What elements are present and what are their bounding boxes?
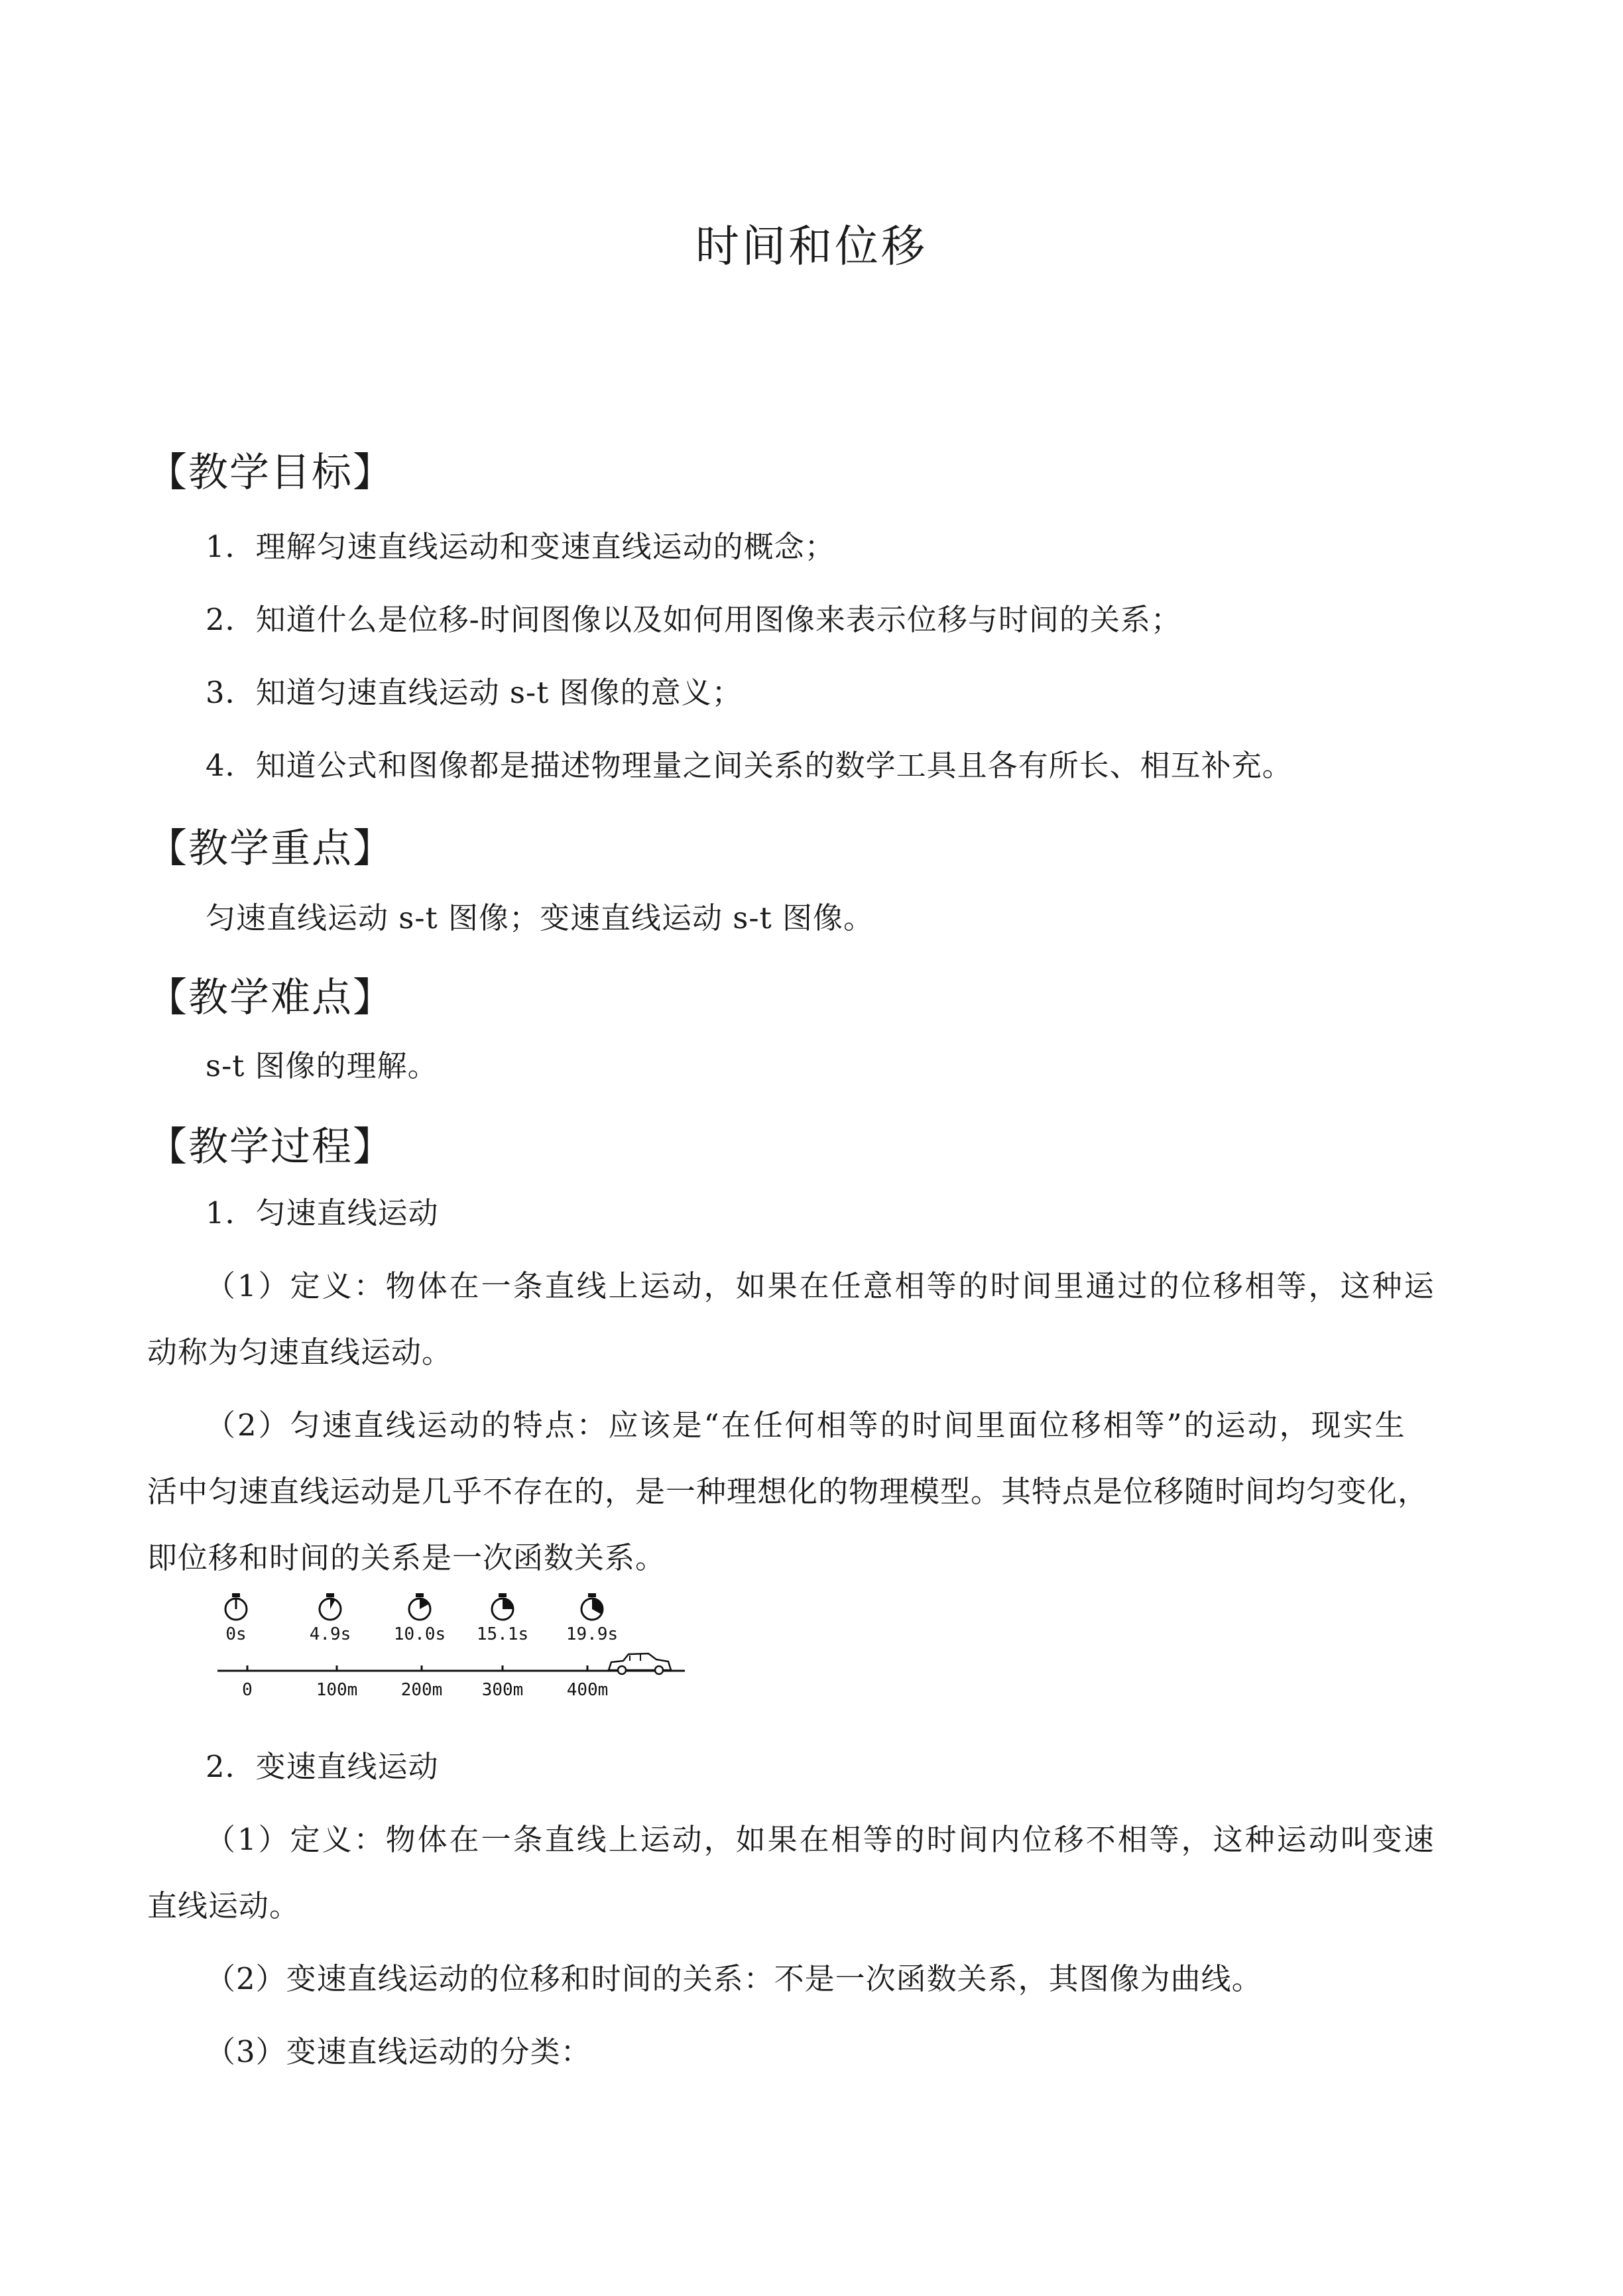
key-points-heading: 【教学重点】 [147, 825, 394, 872]
distance-label: 100m [316, 1680, 358, 1700]
time-label: 15.1s [476, 1624, 529, 1644]
stopwatch-icon [581, 1593, 603, 1620]
time-label: 19.9s [566, 1624, 619, 1644]
variable-relation: （2）变速直线运动的位移和时间的关系：不是一次函数关系，其图像为曲线。 [206, 1961, 1262, 1996]
uniform-definition-line-2: 动称为匀速直线运动。 [147, 1335, 453, 1370]
difficulties-text: s-t 图像的理解。 [206, 1048, 438, 1083]
distance-label: 400m [566, 1680, 609, 1700]
time-label: 0s [225, 1624, 247, 1644]
objective-item-2: 2．知道什么是位移-时间图像以及如何用图像来表示位移与时间的关系； [206, 602, 1181, 637]
page-title: 时间和位移 [695, 221, 928, 272]
distance-label: 300m [481, 1680, 524, 1700]
stopwatch-icon [409, 1593, 430, 1620]
motion-diagram-svg [211, 1588, 688, 1701]
uniform-features-line-2: 活中匀速直线运动是几乎不存在的，是一种理想化的物理模型。其特点是位移随时间均匀变化， [147, 1474, 1429, 1509]
uniform-motion-diagram [211, 1588, 688, 1701]
stopwatch-icon [492, 1593, 513, 1620]
key-points-text: 匀速直线运动 s-t 图像；变速直线运动 s-t 图像。 [206, 900, 874, 936]
variable-definition-line-2: 直线运动。 [147, 1888, 300, 1923]
objective-item-1: 1．理解匀速直线运动和变速直线运动的概念； [206, 529, 835, 564]
objectives-heading: 【教学目标】 [147, 450, 394, 496]
uniform-motion-title: 1．匀速直线运动 [206, 1195, 439, 1231]
objective-item-3: 3．知道匀速直线运动 s-t 图像的意义； [206, 675, 743, 710]
uniform-definition-line-1: （1）定义：物体在一条直线上运动，如果在任意相等的时间里通过的位移相等，这种运 [206, 1268, 1436, 1303]
uniform-features-line-3: 即位移和时间的关系是一次函数关系。 [147, 1540, 666, 1575]
process-heading: 【教学过程】 [147, 1124, 394, 1170]
variable-definition-line-1: （1）定义：物体在一条直线上运动，如果在相等的时间内位移不相等，这种运动叫变速 [206, 1822, 1436, 1857]
time-label: 4.9s [309, 1624, 351, 1644]
variable-classification: （3）变速直线运动的分类： [206, 2034, 591, 2069]
uniform-features-line-1: （2）匀速直线运动的特点：应该是“在任何相等的时间里面位移相等”的运动，现实生 [206, 1408, 1407, 1443]
difficulties-heading: 【教学难点】 [147, 975, 394, 1021]
stopwatch-icon [225, 1593, 247, 1620]
stopwatch-icon [320, 1593, 341, 1620]
distance-label: 0 [242, 1680, 253, 1700]
distance-label: 200m [400, 1680, 443, 1700]
objective-item-4: 4．知道公式和图像都是描述物理量之间关系的数学工具且各有所长、相互补充。 [206, 748, 1293, 783]
variable-motion-title: 2．变速直线运动 [206, 1749, 439, 1784]
time-label: 10.0s [393, 1624, 446, 1644]
